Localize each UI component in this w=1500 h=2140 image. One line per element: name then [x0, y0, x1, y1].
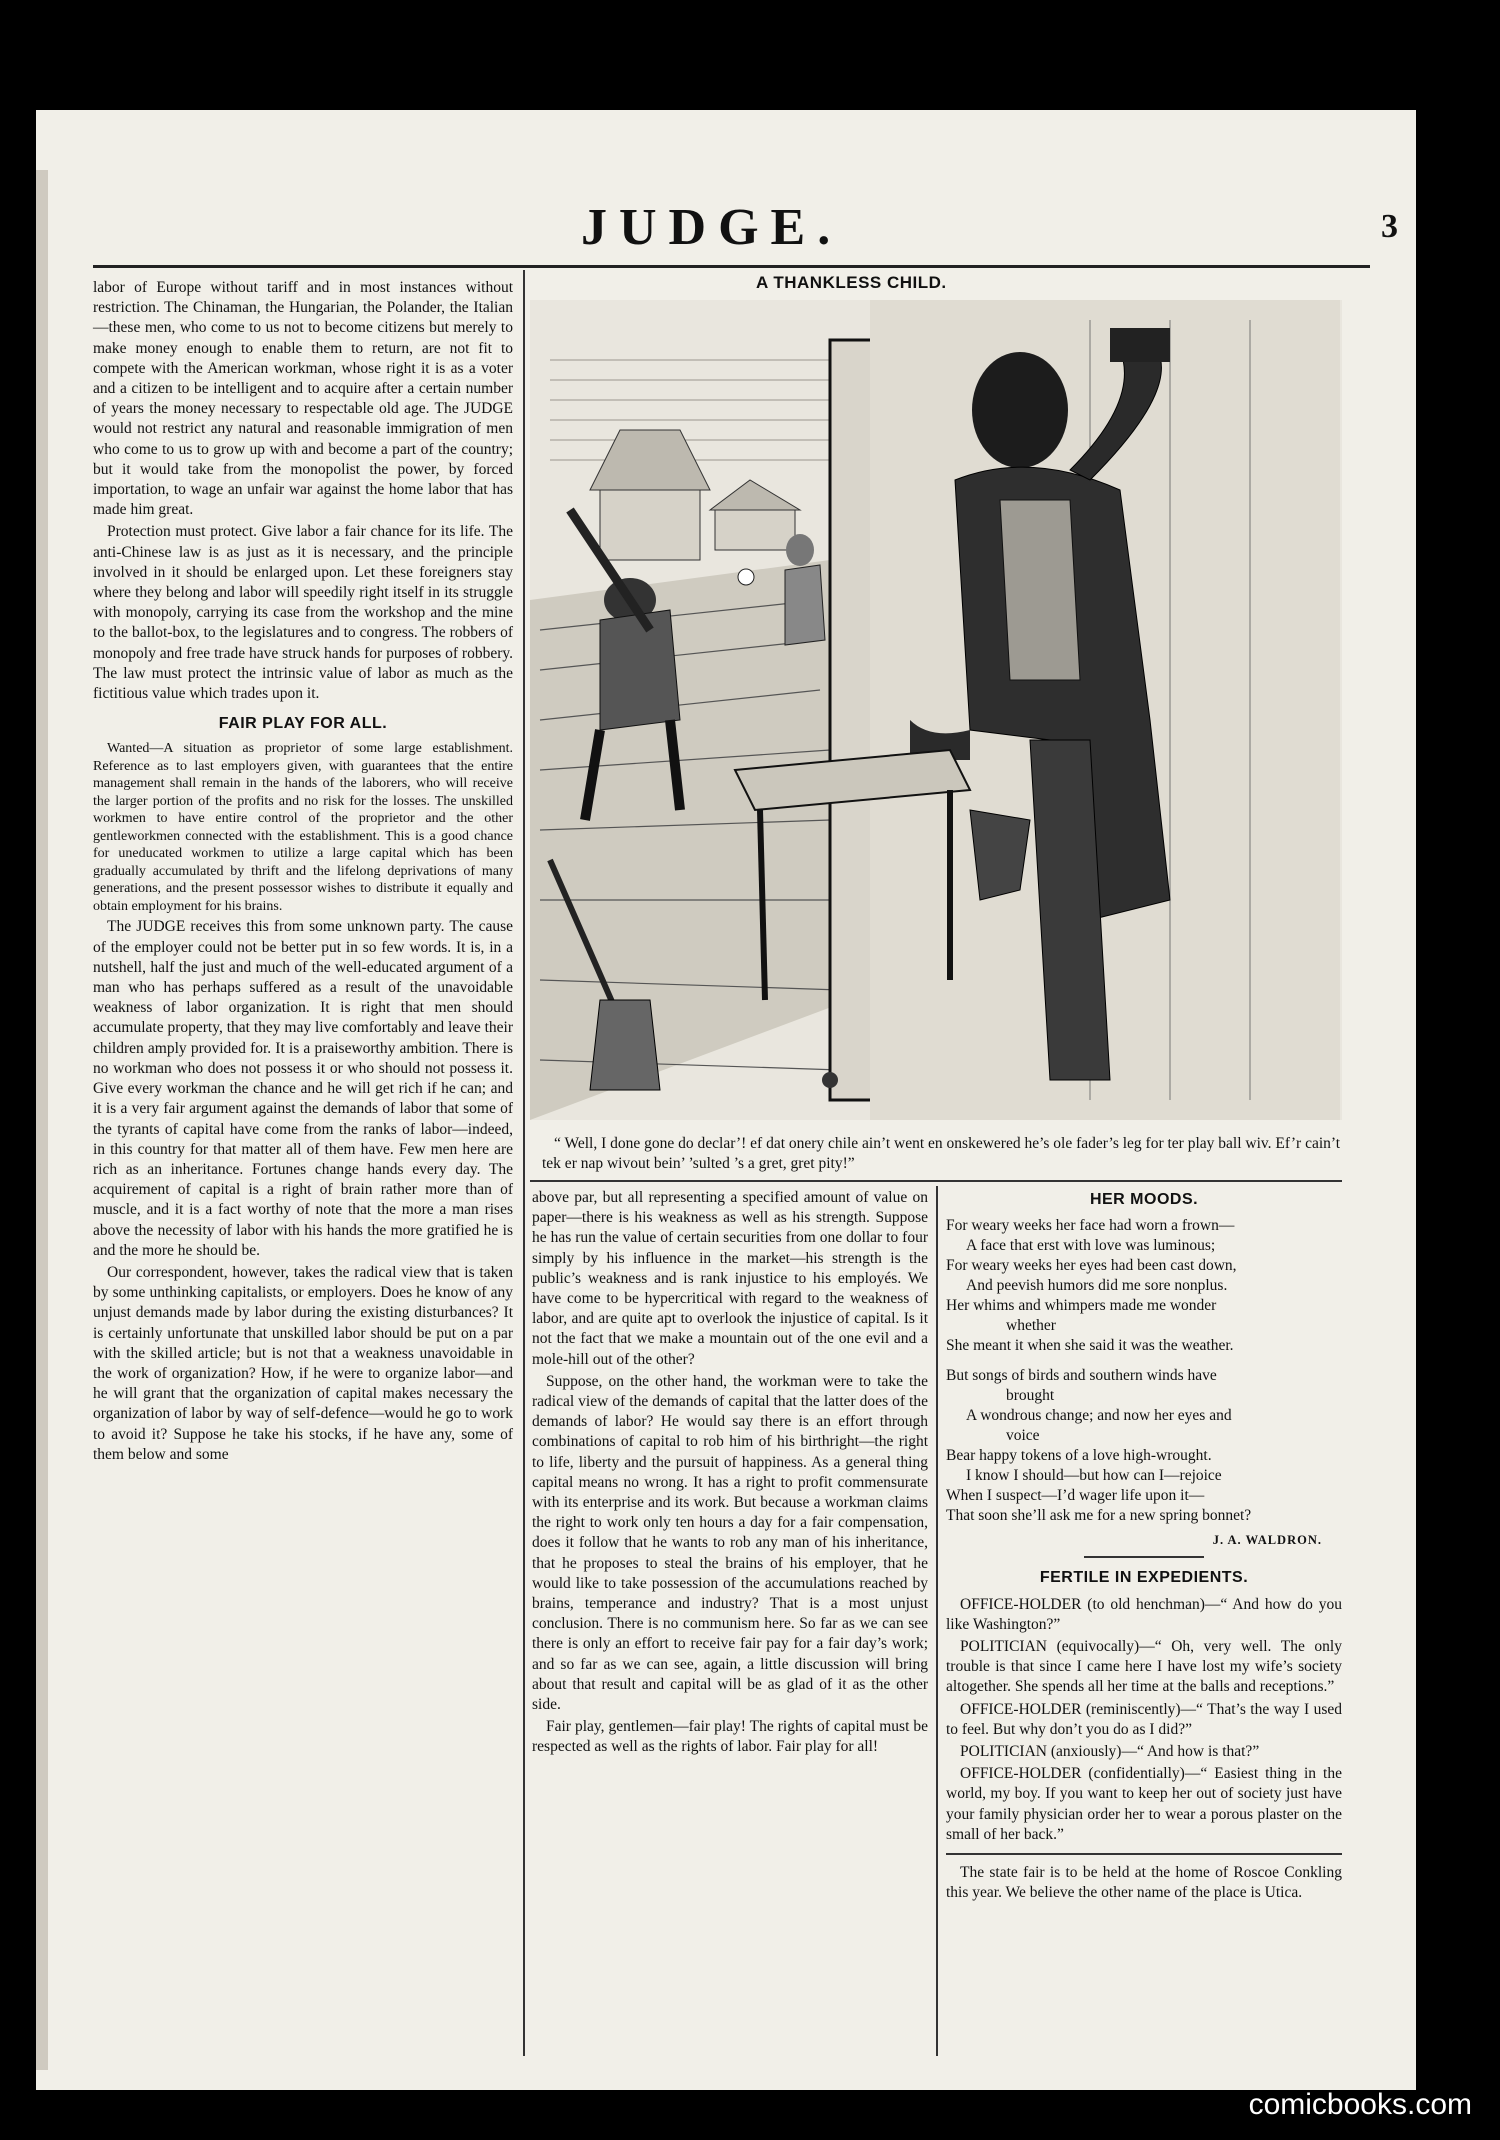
magazine-page [36, 110, 1416, 2090]
dialogue-text: (reminiscently)—“ That’s the way I used to feel. But why don’t you do as I did?” [946, 1700, 1342, 1738]
column-left [93, 278, 513, 1467]
poem-line: I know I should—but how can I—rejoice [966, 1467, 1222, 1485]
poem-line: For weary weeks her eyes had been cast down, [946, 1257, 1237, 1275]
illustration-caption: “ Well, I done gone do declar’! ef dat onery chile ain’t went en onskewered he’s ole fader’s leg for ter play ball wiv. Ef’r cain’t tek er nap wivout bein’ ’sulted ’s a gret, gret pity!” [542, 1135, 1341, 1172]
article-paragraph: Our correspondent, however, takes the radical view that is taken by some unthinking capitalists, or employers. Does he know of any unjust demands made by labor during the existing disturbances? It is certainly unfortunate that unskilled labor should be put on a par with the skilled article; but is not that a weakness unavoidable in the work of organization? How, if he were to organize labor—and he will grant that the organization of capital makes necessary the organization of labor by way of self-defence—would he go to work to avoid it? Suppose he take his stocks, if he have any, some of them below and some [93, 1263, 513, 1463]
dialogue-line [946, 1764, 1342, 1845]
poem-line: A wondrous change; and now her eyes and [966, 1407, 1232, 1425]
poem-line: Bear happy tokens of a love high-wrought. [946, 1447, 1212, 1465]
article-paragraph: Protection must protect. Give labor a fair chance for its life. The anti-Chinese law is as just as it is necessary, and the principle involved in it should be enlarged upon. Let these foreigners stay where they belong and labor will speedily right itself in its struggle with monopoly, carrying its case from the workshop and the mine to the ballot-box, to the legislatures and to congress. The robbers of monopoly and free trade have struck hands for purposes of robbery. The law must protect the intrinsic value of labor as much as the fictitious value which trades upon it. [93, 523, 513, 703]
poem-line: A face that erst with love was luminous; [966, 1237, 1216, 1255]
speaker-name: OFFICE-HOLDER [960, 1700, 1082, 1718]
poem-body [946, 1216, 1342, 1526]
article-paragraph: The JUDGE receives this from some unknown party. The cause of the employer could not be better put in so few words. It is, in a nutshell, half the just and much of the well-educated argument of a man who has perhaps suffered as a result of the unavoidable weakness of labor organization. It is right that men should accumulate property, that they may live comfortably and leave their children amply provided for. It is a praiseworthy ambition. There is no workman who does not possess it or who should not possess it. Give every workman the chance and he will get rich if he can; and it is a very fair argument against the demands of labor that some of the tyrants of capital have come from the ranks of labor—indeed, in this country for that matter all of them have. Few men here are rich as an inheritance. Fortunes change hands every day. The acquirement of capital is a right of brain rather more than of muscle, and it is a fact worthy of note that the more a man rises above the necessity of labor with his hands the more gratified he is and the more he should be. [93, 918, 513, 1259]
article-paragraph: Fair play, gentlemen—fair play! The rights of capital must be respected as well as the rights of labor. Fair play for all! [532, 1718, 928, 1756]
poem-line: That soon she’ll ask me for a new spring bonnet? [946, 1507, 1252, 1525]
dialogue-text: (to old henchman)—“ And how do you like Washington?” [946, 1595, 1342, 1633]
watermark-text: comicbooks.com [1248, 2088, 1472, 2121]
poem-title: HER MOODS. [1089, 1191, 1199, 1208]
section-heading: FERTILE IN EXPEDIENTS. [1039, 1569, 1249, 1587]
column-divider [936, 1186, 938, 2056]
section-rule [946, 1853, 1342, 1855]
poem-line: And peevish humors did me sore nonplus. [966, 1277, 1228, 1295]
engraving-illustration [530, 300, 1342, 1180]
poem-line: But songs of birds and southern winds have [946, 1367, 1217, 1385]
caption-rule [530, 1180, 1342, 1182]
closing-paragraph: The state fair is to be held at the home of Roscoe Conkling this year. We believe the other name of the place is Utica. [946, 1864, 1342, 1902]
dialogue-text: (equivocally)—“ Oh, very well. The only trouble is that since I came here I have lost my wife’s society altogether. She spends all her time at the balls and receptions.” [946, 1638, 1342, 1696]
dialogue-text: (anxiously)—“ And how is that?” [1046, 1743, 1260, 1761]
poem-author: J. A. WALDRON. [1212, 1533, 1322, 1548]
poem-line: voice [1006, 1427, 1040, 1445]
dialogue-line [946, 1700, 1342, 1740]
poem-line: She meant it when she said it was the weather. [946, 1337, 1234, 1355]
header-rule [93, 265, 1370, 268]
illustration-title: A THANKLESS CHILD. [756, 273, 947, 292]
article-paragraph: Suppose, on the other hand, the workman were to take the radical view of the demands of capital that the latter does of the demands of labor? He would say there is an effort through combinations of capital to rob him of his birthright—the right to life, liberty and the pursuit of happiness. As a general thing capital means no wrong. It has a right to profit commensurate with its enterprise and its work. But because a workman claims the right to work only ten hours a day for a fair compensation, does it follow that he wants to rob any man of his inheritance, that he proposes to steal the brains of his employer, that he would like to take possession of the accumulations reached by brains, temperance and industry? That is a most unjust conclusion. There is no communism here. So far as we can see there is only an effort to receive fair pay for a fair day’s work; and so far as we can see, again, a little discussion will bring about that result and capital will be as glad of it as the other side. [532, 1372, 928, 1714]
speaker-name: OFFICE-HOLDER [960, 1595, 1082, 1613]
binding-gutter [36, 170, 48, 2070]
poem-line: For weary weeks her face had worn a frown— [946, 1217, 1235, 1235]
dialogue-text: (confidentially)—“ Easiest thing in the world, my boy. If you want to keep her out of society just have your family physician order her to wear a porous plaster on the small of her back.” [946, 1765, 1342, 1843]
masthead-title: JUDGE. [581, 199, 843, 256]
column-divider [523, 270, 525, 2056]
section-rule [1084, 1556, 1204, 1558]
poem-line [946, 1356, 1342, 1366]
article-paragraph: above par, but all representing a specified amount of value on paper—there is his weakness as well as his strength. Suppose he has run the value of certain securities from one dollar to four simply by his influence in the market—his strength is the public’s weakness and is rank injustice to his employés. We have come to be hypercritical with regard to the weakness of labor, and are quite apt to overlook the injustice of capital. Is it not the fact that we make a mountain out of the one evil and a mole-hill out of the other? [532, 1189, 928, 1368]
dialogue-line [946, 1742, 1342, 1762]
section-heading: FAIR PLAY FOR ALL. [218, 715, 388, 733]
page-number: 3 [1381, 208, 1398, 245]
poem-line: brought [1006, 1387, 1055, 1405]
dialogue-line [946, 1637, 1342, 1698]
dialogue-line [946, 1595, 1342, 1635]
poem-line: Her whims and whimpers made me wonder [946, 1297, 1217, 1315]
speaker-name: POLITICIAN [960, 1638, 1047, 1656]
article-paragraph: labor of Europe without tariff and in most instances without restriction. The Chinaman, the Hungarian, the Polander, the Italian—these men, who come to us not to become citizens but merely to make money enough to enable them to return, are not fit to compete with the American workman, whose right it is as a voter and a citizen to be intelligent and to acquire after a certain number of years the money necessary to respectable old age. The JUDGE would not restrict any natural and reasonable immigration of men who come to us to grow up with and become a part of the country; but it would take from the monopolist the power, by forced importation, to wage an unfair war against the home labor that has made him great. [93, 279, 513, 519]
speaker-name: OFFICE-HOLDER [960, 1765, 1082, 1783]
column-middle [532, 1188, 928, 1760]
speaker-name: POLITICIAN [960, 1743, 1047, 1761]
poem-line: whether [1006, 1317, 1056, 1335]
column-right [946, 1188, 1342, 1905]
poem-line: When I suspect—I’d wager life upon it— [946, 1487, 1205, 1505]
article-paragraph: Wanted—A situation as proprietor of some large establishment. Reference as to last employers given, with guarantees that the entire management shall remain in the hands of the laborers, who will receive the larger portion of the profits and no risk for the losses. The unskilled workmen to have entire control of the proprietor and the other gentleworkmen connected with the establishment. This is a good chance for uneducated workmen to utilize a large capital which has been gradually accumulated by thrift and the lifelong deprivations of many generations, and the present possessor wishes to distribute it equally and obtain employment for his brains. [93, 741, 513, 914]
